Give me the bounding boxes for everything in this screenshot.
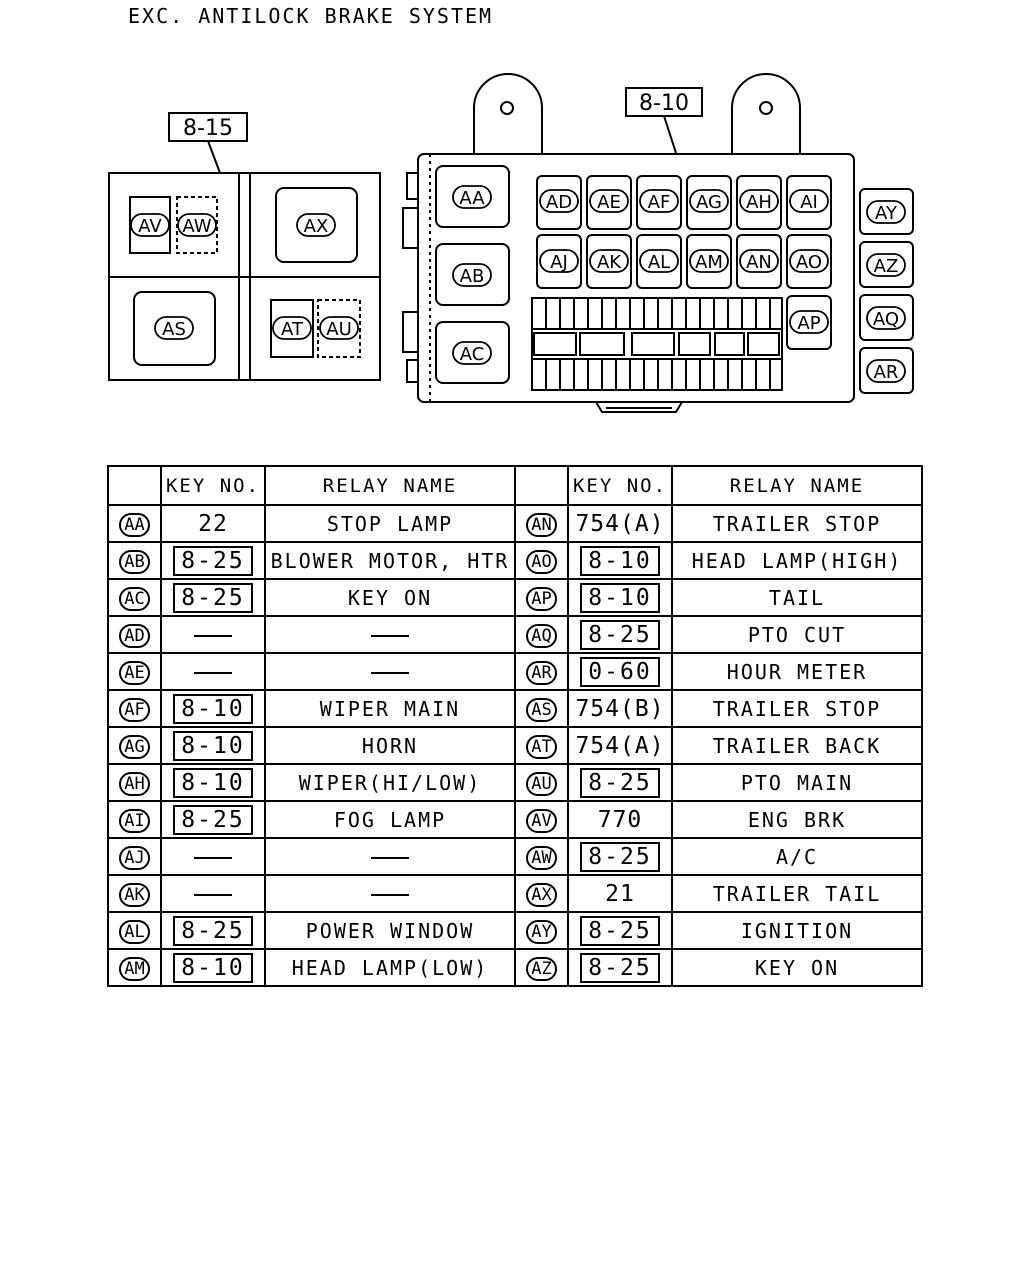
table-row (108, 542, 922, 579)
table-row (108, 653, 922, 690)
right-relay-id-cell (515, 579, 568, 616)
table-row (108, 875, 922, 912)
relay-id-badge: AT (526, 735, 556, 759)
left-relay-name-cell: HORN (265, 727, 515, 764)
right-key-no-cell (568, 838, 672, 875)
key-no-boxed: 8-10 (173, 768, 252, 798)
right-key-no-cell (568, 949, 672, 986)
page-title: EXC. ANTILOCK BRAKE SYSTEM (128, 4, 494, 28)
key-no-boxed: 8-25 (173, 805, 252, 835)
left-relay-id-cell (108, 949, 161, 986)
key-no-boxed: 8-10 (580, 546, 659, 576)
relay-badge-az (867, 254, 905, 277)
relay-id-badge: AO (526, 550, 556, 574)
right-key-no-cell (568, 579, 672, 616)
right-relay-id-cell (515, 764, 568, 801)
right-relay-name-cell: HEAD LAMP(HIGH) (672, 542, 922, 579)
relay-id-badge: AS (526, 698, 556, 722)
key-no-boxed: 8-25 (173, 546, 252, 576)
relay-id-badge: AA (119, 513, 149, 537)
relay-id-badge: AE (119, 661, 149, 685)
left-relay-id-cell (108, 764, 161, 801)
table-row (108, 727, 922, 764)
table-row (108, 912, 922, 949)
left-key-no-cell (161, 727, 265, 764)
left-relay-name-cell (265, 838, 515, 875)
left-relay-id-cell (108, 505, 161, 542)
right-relay-name-cell: TRAILER TAIL (672, 875, 922, 912)
table-row (108, 690, 922, 727)
relay-badge-as (155, 317, 193, 340)
right-key-no-cell (568, 690, 672, 727)
relay-badge-an (740, 250, 778, 273)
relay-badge-label: AC (459, 344, 485, 365)
relay-id-badge: AB (119, 550, 149, 574)
empty-dash (194, 857, 232, 859)
relay-id-badge: AJ (119, 846, 149, 870)
table-row (108, 764, 922, 801)
relay-badge-label: AM (695, 252, 723, 273)
relay-badge-ad (540, 190, 578, 213)
relay-id-badge: AD (119, 624, 149, 648)
relay-badge-label: AJ (550, 252, 568, 273)
relay-id-badge: AN (526, 513, 556, 537)
right-relay-id-cell (515, 727, 568, 764)
right-relay-name-cell: IGNITION (672, 912, 922, 949)
relay-badge-label: AO (795, 252, 823, 273)
right-key-no-cell (568, 505, 672, 542)
relay-badge-at (273, 317, 311, 340)
key-no: 754(B) (575, 695, 665, 722)
relay-id-badge: AU (526, 772, 556, 796)
left-relay-name-cell: HEAD LAMP(LOW) (265, 949, 515, 986)
relay-id-badge: AI (119, 809, 149, 833)
relay-id-badge: AK (119, 883, 149, 907)
left-key-no-cell (161, 505, 265, 542)
relay-badge-aq (867, 307, 905, 330)
relay-badge-ar (867, 360, 905, 383)
table-row (108, 838, 922, 875)
key-no: 754(A) (575, 732, 665, 759)
key-no-boxed: 8-25 (580, 842, 659, 872)
relay-id-badge: AR (526, 661, 556, 685)
header-key-no-left: KEY NO. (161, 466, 265, 505)
left-relay-name-cell: POWER WINDOW (265, 912, 515, 949)
right-relay-name-cell: PTO CUT (672, 616, 922, 653)
key-no-boxed: 8-25 (580, 916, 659, 946)
left-relay-id-cell (108, 801, 161, 838)
empty-dash (371, 857, 409, 859)
left-relay-id-cell (108, 542, 161, 579)
left-relay-name-cell (265, 875, 515, 912)
relay-badge-label: AT (281, 319, 303, 340)
key-no-boxed: 8-25 (173, 916, 252, 946)
right-relay-name-cell: KEY ON (672, 949, 922, 986)
table-row (108, 505, 922, 542)
relay-badge-ag (690, 190, 728, 213)
right-key-no-cell (568, 616, 672, 653)
key-no: 21 (605, 880, 635, 907)
right-key-no-cell (568, 542, 672, 579)
relay-badge-am (690, 250, 728, 273)
header-blank-left (108, 466, 161, 505)
left-relay-id-cell (108, 838, 161, 875)
empty-dash (371, 635, 409, 637)
right-relay-id-cell (515, 690, 568, 727)
left-relay-name-cell: BLOWER MOTOR, HTR (265, 542, 515, 579)
relay-id-badge: AQ (526, 624, 556, 648)
right-relay-name-cell: TRAILER STOP (672, 690, 922, 727)
left-relay-id-cell (108, 690, 161, 727)
relay-badge-ae (590, 190, 628, 213)
table-row (108, 801, 922, 838)
relay-id-badge: AV (526, 809, 556, 833)
right-relay-name-cell: TAIL (672, 579, 922, 616)
left-relay-id-cell (108, 727, 161, 764)
relay-badge-ax (297, 214, 335, 237)
left-relay-name-cell: WIPER(HI/LOW) (265, 764, 515, 801)
left-relay-name-cell (265, 653, 515, 690)
relay-badge-label: AS (162, 319, 186, 340)
empty-dash (194, 672, 232, 674)
relay-id-badge: AC (119, 587, 149, 611)
header-relay-name-right: RELAY NAME (672, 466, 922, 505)
key-no-boxed: 8-10 (173, 953, 252, 983)
relay-id-badge: AZ (526, 957, 556, 981)
left-relay-id-cell (108, 912, 161, 949)
key-no-boxed: 8-10 (580, 583, 659, 613)
key-no-boxed: 8-10 (173, 731, 252, 761)
right-relay-name-cell: HOUR METER (672, 653, 922, 690)
left-key-no-cell (161, 542, 265, 579)
table-header-row (108, 466, 922, 505)
table-row (108, 579, 922, 616)
relay-badge-label: AP (797, 313, 821, 334)
right-relay-name-cell: PTO MAIN (672, 764, 922, 801)
right-key-no-cell (568, 875, 672, 912)
relay-badge-ak (590, 250, 628, 273)
left-relay-name-cell: STOP LAMP (265, 505, 515, 542)
empty-dash (371, 894, 409, 896)
key-no-boxed: 8-25 (580, 768, 659, 798)
relay-badge-label: AD (545, 192, 573, 213)
relay-id-badge: AG (119, 735, 149, 759)
relay-badge-label: AN (746, 252, 772, 273)
relay-id-badge: AF (119, 698, 149, 722)
relay-badge-label: AX (303, 216, 329, 237)
right-relay-id-cell (515, 505, 568, 542)
left-box-ref-label: 8-15 (183, 116, 233, 141)
right-relay-id-cell (515, 616, 568, 653)
table-row (108, 616, 922, 653)
key-no-boxed: 8-10 (173, 694, 252, 724)
relay-badge-ah (740, 190, 778, 213)
right-relay-name-cell: ENG BRK (672, 801, 922, 838)
key-no-boxed: 8-25 (580, 953, 659, 983)
empty-dash (371, 672, 409, 674)
relay-id-badge: AX (526, 883, 556, 907)
left-relay-id-cell (108, 653, 161, 690)
right-key-no-cell (568, 653, 672, 690)
relay-badge-av (131, 214, 169, 237)
relay-badge-au (320, 317, 358, 340)
left-relay-id-cell (108, 875, 161, 912)
key-no: 754(A) (575, 510, 665, 537)
relay-badge-ao (790, 250, 828, 273)
relay-badge-ay (867, 201, 905, 224)
relay-badge-label: AW (182, 216, 212, 237)
relay-badge-label: AF (647, 192, 671, 213)
relay-badge-aj (540, 250, 578, 273)
relay-badge-label: AG (696, 192, 722, 213)
relay-badge-label: AY (875, 203, 897, 224)
right-relay-id-cell (515, 542, 568, 579)
key-no: 22 (198, 510, 228, 537)
right-relay-id-cell (515, 875, 568, 912)
relay-badge-ap (790, 311, 828, 334)
relay-id-badge: AL (119, 920, 149, 944)
relay-badge-label: AB (459, 266, 485, 287)
relay-badge-label: AK (596, 252, 622, 273)
left-key-no-cell (161, 690, 265, 727)
left-key-no-cell (161, 838, 265, 875)
table-row (108, 949, 922, 986)
relay-badge-al (640, 250, 678, 273)
empty-dash (194, 894, 232, 896)
left-key-no-cell (161, 801, 265, 838)
left-key-no-cell (161, 764, 265, 801)
left-relay-id-cell (108, 579, 161, 616)
relay-badge-label: AV (138, 216, 162, 237)
left-key-no-cell (161, 579, 265, 616)
key-no-boxed: 0-60 (580, 657, 659, 687)
right-key-no-cell (568, 801, 672, 838)
left-key-no-cell (161, 653, 265, 690)
relay-badge-label: AU (326, 319, 352, 340)
relay-id-badge: AM (119, 957, 149, 981)
relay-badge-label: AH (746, 192, 772, 213)
relay-id-badge: AY (526, 920, 556, 944)
left-relay-id-cell (108, 616, 161, 653)
right-relay-name-cell: A/C (672, 838, 922, 875)
header-blank-right (515, 466, 568, 505)
relay-box-diagram (0, 0, 1024, 440)
right-key-no-cell (568, 764, 672, 801)
right-relay-id-cell (515, 912, 568, 949)
header-relay-name-left: RELAY NAME (265, 466, 515, 505)
right-relay-id-cell (515, 801, 568, 838)
left-key-no-cell (161, 616, 265, 653)
left-key-no-cell (161, 912, 265, 949)
key-no: 770 (597, 806, 643, 833)
relay-badge-ac (453, 342, 491, 365)
relay-badge-af (640, 190, 678, 213)
relay-badge-label: AA (459, 188, 485, 209)
relay-badge-label: AR (873, 362, 899, 383)
right-relay-id-cell (515, 949, 568, 986)
relay-table (107, 465, 923, 987)
key-no-boxed: 8-25 (580, 620, 659, 650)
right-key-no-cell (568, 727, 672, 764)
left-relay-name-cell (265, 616, 515, 653)
right-relay-name-cell: TRAILER STOP (672, 505, 922, 542)
relay-badge-label: AZ (873, 256, 899, 277)
relay-id-badge: AW (526, 846, 556, 870)
relay-badge-label: AL (647, 252, 671, 273)
key-no-boxed: 8-25 (173, 583, 252, 613)
left-relay-name-cell: WIPER MAIN (265, 690, 515, 727)
relay-badge-ai (790, 190, 828, 213)
relay-badge-label: AI (800, 192, 818, 213)
relay-badge-ab (453, 264, 491, 287)
relay-badge-aw (178, 214, 216, 237)
left-key-no-cell (161, 949, 265, 986)
relay-badge-label: AQ (872, 309, 900, 330)
right-key-no-cell (568, 912, 672, 949)
left-relay-name-cell: FOG LAMP (265, 801, 515, 838)
right-relay-id-cell (515, 653, 568, 690)
left-relay-name-cell: KEY ON (265, 579, 515, 616)
relay-id-badge: AH (119, 772, 149, 796)
header-key-no-right: KEY NO. (568, 466, 672, 505)
empty-dash (194, 635, 232, 637)
relay-id-badge: AP (526, 587, 556, 611)
right-box-ref-label: 8-10 (639, 91, 689, 116)
relay-badge-label: AE (597, 192, 621, 213)
relay-badge-aa (453, 186, 491, 209)
right-relay-id-cell (515, 838, 568, 875)
right-relay-name-cell: TRAILER BACK (672, 727, 922, 764)
left-key-no-cell (161, 875, 265, 912)
